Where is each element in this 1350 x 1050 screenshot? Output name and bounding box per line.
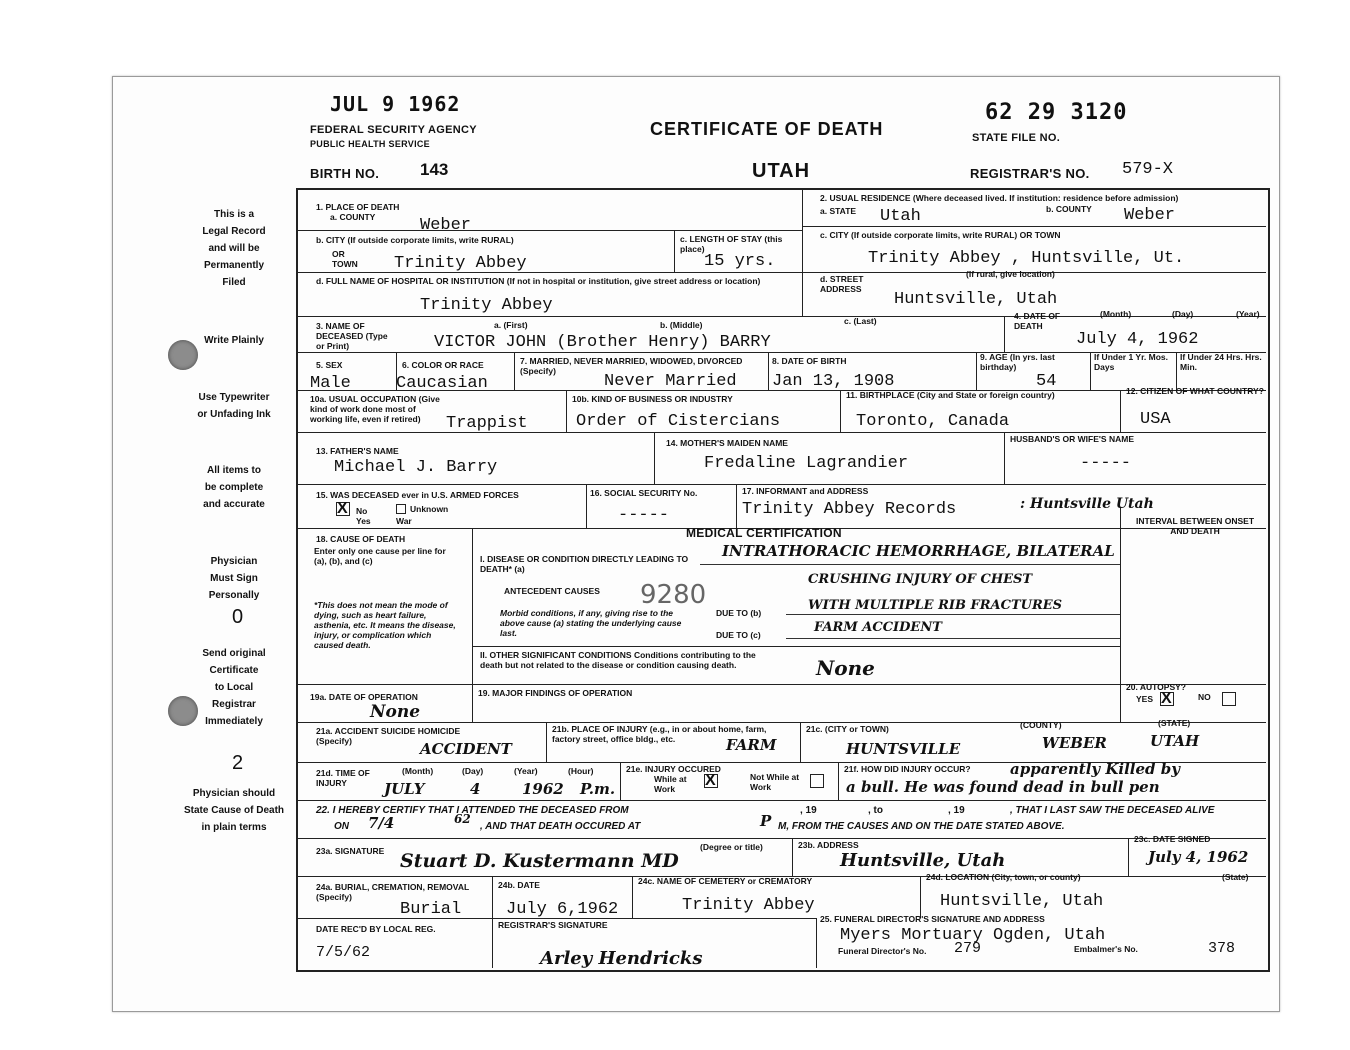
label-injury-state: (STATE) xyxy=(1158,718,1191,728)
label-death-month: (Month) xyxy=(1100,309,1132,319)
label-citizen: 12. CITIZEN OF WHAT COUNTRY? xyxy=(1126,386,1264,396)
label-autopsy-no: NO xyxy=(1198,692,1211,702)
armed-no-checkbox[interactable] xyxy=(336,502,350,516)
label-injury-county: (COUNTY) xyxy=(1020,720,1062,730)
label-business: 10b. KIND OF BUSINESS OR INDUSTRY xyxy=(572,394,733,404)
value-cause-a: INTRATHORACIC HEMORRHAGE, BILATERAL xyxy=(722,542,1115,560)
label-middle: b. (Middle) xyxy=(660,320,703,330)
value-res-street: Huntsville, Utah xyxy=(894,290,1058,309)
margin-number-2: 2 xyxy=(232,752,244,774)
note-physician-sign: Physician Must Sign Personally xyxy=(208,556,260,601)
value-age: 54 xyxy=(1036,372,1057,391)
label-certify-19b: , 19 xyxy=(948,805,965,816)
label-birthplace: 11. BIRTHPLACE (City and State or foreign country) xyxy=(846,390,1055,400)
note-cause-plain: Physician should State Cause of Death in plain terms xyxy=(183,788,285,833)
label-spouse: HUSBAND'S OR WIFE'S NAME xyxy=(1010,434,1134,444)
label-name-deceased: 3. NAME OF DECEASED (Type or Print) xyxy=(316,321,388,351)
autopsy-no-checkbox[interactable] xyxy=(1222,692,1236,706)
value-county: Weber xyxy=(420,216,472,235)
label-armed-unknown: Unknown xyxy=(410,504,449,514)
state-file-label: STATE FILE NO. xyxy=(972,132,1061,144)
label-color: 6. COLOR OR RACE xyxy=(402,360,484,370)
value-date-recd: 7/5/62 xyxy=(316,944,371,961)
margin-number-0: 0 xyxy=(232,606,244,628)
value-death-time: P xyxy=(760,812,772,830)
label-date-recd: DATE REC'D BY LOCAL REG. xyxy=(316,924,436,934)
label-time-injury: 21d. TIME OF INJURY xyxy=(316,768,370,788)
value-res-county: Weber xyxy=(1124,206,1176,225)
note-send-original: Send original Certificate to Local Registrar Immediately xyxy=(202,648,266,727)
label-signature: 23a. SIGNATURE xyxy=(316,846,385,856)
value-time-day: 4 xyxy=(470,780,481,798)
value-race: Caucasian xyxy=(396,374,488,393)
label-how-injury: 21f. HOW DID INJURY OCCUR? xyxy=(844,764,971,774)
label-cause-note2: *This does not mean the mode of dying, such as heart failure, asthenia, etc. It means the disease, injury, or complication which caused death. xyxy=(314,600,456,650)
received-stamp-date: JUL 9 1962 xyxy=(330,92,461,116)
agency-name: FEDERAL SECURITY AGENCY xyxy=(310,124,477,136)
label-due-b: DUE TO (b) xyxy=(716,608,762,618)
state-file-number: 62 29 3120 xyxy=(985,100,1128,125)
label-other-conditions: II. OTHER SIGNIFICANT CONDITIONS Conditions contributing to the death but not related to the disease or condition causing death. xyxy=(480,650,756,670)
label-time-month: (Month) xyxy=(402,766,434,776)
label-certify-to: , to xyxy=(868,805,883,816)
label-place-of-death: 1. PLACE OF DEATH xyxy=(316,202,400,212)
while-work-checkbox[interactable] xyxy=(704,774,718,788)
label-while-work: While at Work xyxy=(654,774,687,794)
label-time-year: (Year) xyxy=(514,766,538,776)
label-father: 13. FATHER'S NAME xyxy=(316,446,399,456)
value-time-month: JULY xyxy=(384,780,425,798)
label-hospital: d. FULL NAME OF HOSPITAL OR INSTITUTION (If not in hospital or institution, give street address or location) xyxy=(316,276,761,286)
note-complete: All items to be complete and accurate xyxy=(203,465,265,510)
label-county-b: b. COUNTY xyxy=(1046,204,1092,214)
label-occupation: 10a. USUAL OCCUPATION (Give kind of work done most of working life, even if retired) xyxy=(310,394,440,424)
label-degree: (Degree or title) xyxy=(700,842,763,852)
label-death-year: (Year) xyxy=(1236,309,1260,319)
value-ssn: ----- xyxy=(618,506,670,525)
label-autopsy: 20. AUTOPSY? xyxy=(1126,682,1186,692)
note-write-plainly: Write Plainly xyxy=(204,335,264,346)
value-date-signed: July 4, 1962 xyxy=(1148,848,1249,866)
value-injury-city: HUNTSVILLE xyxy=(846,740,961,758)
label-state-a: a. STATE xyxy=(820,206,857,216)
value-on-date: 7/4 xyxy=(368,814,395,832)
value-injury-county: WEBER xyxy=(1042,734,1107,752)
value-how1: apparently Killed by xyxy=(1010,760,1180,778)
value-time-hour: P.m. xyxy=(580,780,616,798)
registrar-no-value: 579-X xyxy=(1122,160,1174,179)
label-funeral-no: Funeral Director's No. xyxy=(838,946,927,956)
value-marital: Never Married xyxy=(604,372,737,391)
label-funeral-director: 25. FUNERAL DIRECTOR'S SIGNATURE AND ADDRESS xyxy=(820,914,1045,924)
label-date-death: 4. DATE OF DEATH xyxy=(1014,311,1061,331)
label-date-signed: 23c. DATE SIGNED xyxy=(1134,834,1211,844)
label-interval: INTERVAL BETWEEN ONSET AND DEATH xyxy=(1135,516,1255,536)
label-operation-date: 19a. DATE OF OPERATION xyxy=(310,692,418,702)
label-last: c. (Last) xyxy=(844,316,877,326)
value-sex: Male xyxy=(310,374,351,393)
note-typewriter: Use Typewriter or Unfading Ink xyxy=(197,392,271,420)
value-citizen: USA xyxy=(1140,410,1171,429)
registrar-no-label: REGISTRAR'S NO. xyxy=(970,166,1090,181)
value-cause-c: FARM ACCIDENT xyxy=(814,620,942,635)
value-physician-signature: Stuart D. Kustermann MD xyxy=(400,850,679,872)
autopsy-yes-check-mark: X xyxy=(1161,690,1172,707)
label-place-injury: 21b. PLACE OF INJURY (e.g., in or about home, farm, factory street, office bldg., etc. xyxy=(552,724,767,744)
label-under-24hrs: If Under 24 Hrs. Hrs. Min. xyxy=(1180,352,1262,372)
value-res-state: Utah xyxy=(880,207,921,226)
armed-no-check-mark: X xyxy=(337,500,348,517)
label-dob: 8. DATE OF BIRTH xyxy=(772,356,847,366)
value-hospital: Trinity Abbey xyxy=(420,296,553,315)
value-operation: None xyxy=(370,702,421,722)
value-father: Michael J. Barry xyxy=(334,458,498,477)
label-cemetery: 24c. NAME OF CEMETERY or CREMATORY xyxy=(638,876,813,886)
label-medical-certification: MEDICAL CERTIFICATION xyxy=(686,526,842,540)
label-time-hour: (Hour) xyxy=(568,766,594,776)
note-legal-record: This is a Legal Record and will be Permanently Filed xyxy=(202,209,266,288)
label-certify-19a: , 19 xyxy=(800,805,817,816)
value-cause-b: WITH MULTIPLE RIB FRACTURES xyxy=(808,598,1063,613)
value-location: Huntsville, Utah xyxy=(940,892,1104,911)
value-occupation: Trappist xyxy=(446,414,528,433)
label-county-a: a. COUNTY xyxy=(330,212,376,222)
label-time-day: (Day) xyxy=(462,766,484,776)
armed-unknown-checkbox[interactable] xyxy=(396,504,406,514)
label-cause-of-death: 18. CAUSE OF DEATH xyxy=(316,534,406,544)
label-if-rural: (If rural, give location) xyxy=(966,269,1055,279)
label-on: ON xyxy=(334,821,349,832)
label-city-town: 21c. (CITY or TOWN) xyxy=(806,724,889,734)
label-ssn: 16. SOCIAL SECURITY No. xyxy=(590,488,698,498)
value-spouse: ----- xyxy=(1080,454,1132,473)
value-accident: ACCIDENT xyxy=(420,740,512,758)
label-burial: 24a. BURIAL, CREMATION, REMOVAL (Specify) xyxy=(316,882,470,902)
label-embalmer-no: Embalmer's No. xyxy=(1074,944,1138,954)
label-sex: 5. SEX xyxy=(316,360,343,370)
label-death-day: (Day) xyxy=(1172,309,1194,319)
label-armed-no: No xyxy=(356,506,368,516)
value-mother: Fredaline Lagrandier xyxy=(704,454,909,473)
label-location: 24d. LOCATION (City, town, or county) xyxy=(926,872,1081,882)
value-business: Order of Cistercians xyxy=(576,412,781,431)
value-res-city: Trinity Abbey , Huntsville, Ut. xyxy=(868,249,1185,268)
label-armed-war: War xyxy=(396,516,412,526)
value-dob: Jan 13, 1908 xyxy=(772,372,895,391)
value-informant-hand: : Huntsville Utah xyxy=(1020,496,1154,512)
value-birthplace: Toronto, Canada xyxy=(856,412,1010,431)
label-antecedent: ANTECEDENT CAUSES xyxy=(504,586,600,596)
label-accident: 21a. ACCIDENT SUICIDE HOMICIDE (Specify) xyxy=(316,726,461,746)
label-length-of-stay: c. LENGTH OF STAY (this place) xyxy=(680,234,783,254)
value-funeral-no: 279 xyxy=(954,940,982,957)
label-location-state: (State) xyxy=(1222,872,1249,882)
label-first: a. (First) xyxy=(494,320,528,330)
label-registrar-signature: REGISTRAR'S SIGNATURE xyxy=(498,920,608,930)
label-married: 7. MARRIED, NEVER MARRIED, WIDOWED, DIVORCED (Specify) xyxy=(520,356,743,376)
value-funeral: Myers Mortuary Ogden, Utah xyxy=(840,926,1106,945)
label-under-1yr: If Under 1 Yr. Mos. Days xyxy=(1094,352,1169,372)
label-certify2: , THAT I LAST SAW THE DECEASED ALIVE xyxy=(1010,805,1215,816)
label-autopsy-yes: YES xyxy=(1136,694,1154,704)
label-cause-note: Enter only one cause per line for (a), (b), and (c) xyxy=(314,546,446,566)
while-work-check-mark: X xyxy=(705,772,716,789)
certificate-title: CERTIFICATE OF DEATH xyxy=(650,119,884,139)
service-name: PUBLIC HEALTH SERVICE xyxy=(310,139,430,149)
label-certify4: M, FROM THE CAUSES AND ON THE DATE STATED ABOVE. xyxy=(778,821,1065,832)
label-or-town: OR TOWN xyxy=(332,249,358,269)
label-street: d. STREET ADDRESS xyxy=(820,274,864,294)
label-certify1: 22. I HEREBY CERTIFY THAT I ATTENDED THE DECEASED FROM xyxy=(316,805,629,816)
label-injury-occurred: 21e. INJURY OCCURED xyxy=(626,764,721,774)
value-cemetery: Trinity Abbey xyxy=(682,896,815,915)
label-certify3: , AND THAT DEATH OCCURED AT xyxy=(480,821,641,832)
label-armed-forces: 15. WAS DECEASED ever in U.S. ARMED FORCES xyxy=(316,490,519,500)
label-mother: 14. MOTHER'S MAIDEN NAME xyxy=(666,438,788,448)
value-stay: 15 yrs. xyxy=(704,252,776,271)
value-on-year: 62 xyxy=(454,812,471,826)
value-date-death: July 4, 1962 xyxy=(1076,330,1199,349)
birth-no-label: BIRTH NO. xyxy=(310,166,380,181)
label-morbid: Morbid conditions, if any, giving rise to the above cause (a) stating the underlying cause last. xyxy=(500,608,682,638)
label-sign-address: 23b. ADDRESS xyxy=(798,840,859,850)
value-burial-date: July 6,1962 xyxy=(506,900,619,919)
value-sign-address: Huntsville, Utah xyxy=(840,850,1006,871)
value-other-conditions: None xyxy=(816,656,875,680)
value-cause-code: 9280 xyxy=(640,580,707,610)
label-age: 9. AGE (In yrs. last birthday) xyxy=(980,352,1055,372)
label-not-while-work: Not While at Work xyxy=(750,772,800,792)
label-disease: I. DISEASE OR CONDITION DIRECTLY LEADING TO DEATH* (a) xyxy=(480,554,689,574)
value-place-injury: FARM xyxy=(726,736,777,754)
value-burial: Burial xyxy=(400,900,462,919)
label-city-b: b. CITY (If outside corporate limits, write RURAL) xyxy=(316,235,514,245)
birth-no-value: 143 xyxy=(420,160,449,179)
label-res-city: c. CITY (If outside corporate limits, write RURAL) OR TOWN xyxy=(820,230,1061,240)
state-title: UTAH xyxy=(752,160,811,182)
label-burial-date: 24b. DATE xyxy=(498,880,540,890)
autopsy-yes-checkbox[interactable] xyxy=(1160,692,1174,706)
value-time-year: 1962 xyxy=(522,780,564,798)
value-embalmer-no: 378 xyxy=(1208,940,1236,957)
label-informant: 17. INFORMANT and ADDRESS xyxy=(742,486,869,496)
label-findings: 19. MAJOR FINDINGS OF OPERATION xyxy=(478,688,633,698)
value-city: Trinity Abbey xyxy=(394,254,527,273)
value-registrar-signature: Arley Hendricks xyxy=(540,948,703,969)
value-name: VICTOR JOHN (Brother Henry) BARRY xyxy=(434,333,771,352)
label-residence: 2. USUAL RESIDENCE (Where deceased lived. If institution: residence before admission) xyxy=(820,193,1179,203)
label-due-c: DUE TO (c) xyxy=(716,630,761,640)
not-while-work-checkbox[interactable] xyxy=(810,774,824,788)
value-cause-b1: CRUSHING INJURY OF CHEST xyxy=(808,572,1033,587)
value-injury-state: UTAH xyxy=(1150,732,1200,750)
value-how2: a bull. He was found dead in bull pen xyxy=(846,778,1160,796)
value-informant: Trinity Abbey Records xyxy=(742,500,957,519)
label-armed-yes: Yes xyxy=(356,516,371,526)
